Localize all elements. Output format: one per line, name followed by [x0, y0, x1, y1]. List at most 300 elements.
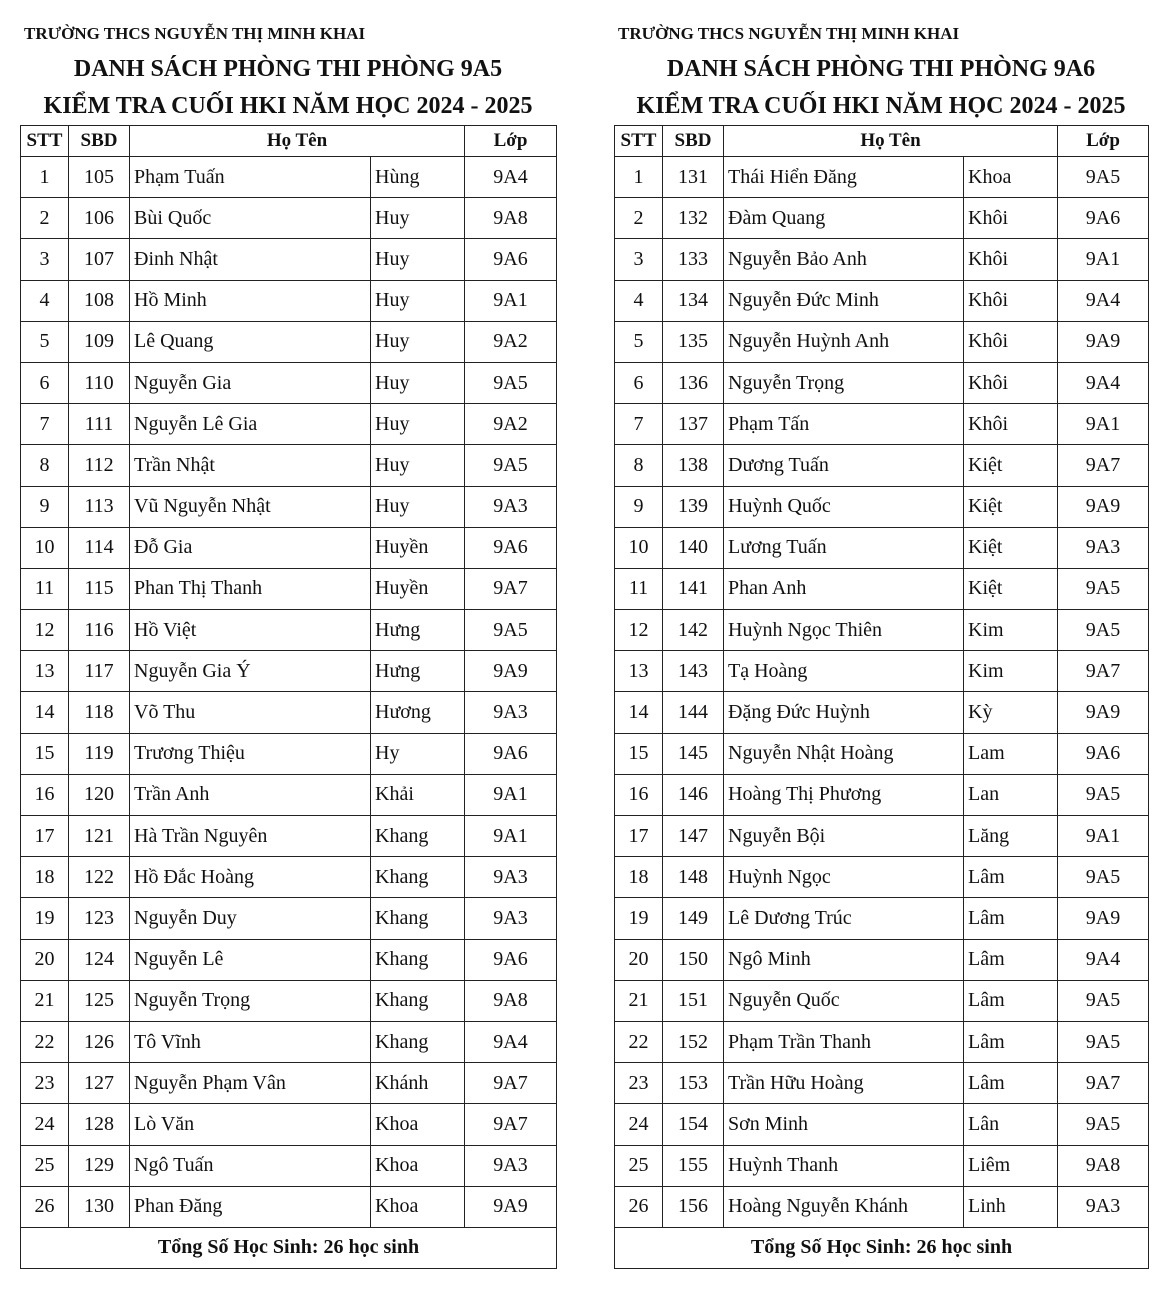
- family-name-cell: Hồ Việt: [130, 610, 371, 651]
- class-cell: 9A1: [465, 280, 557, 321]
- stt-cell: 11: [615, 568, 663, 609]
- family-name-cell: Nguyễn Lê: [130, 939, 371, 980]
- family-name-cell: Trần Hữu Hoàng: [724, 1063, 964, 1104]
- given-name-cell: Khoa: [371, 1186, 465, 1227]
- given-name-cell: Khang: [371, 898, 465, 939]
- given-name-cell: Huy: [371, 445, 465, 486]
- class-cell: 9A5: [465, 362, 557, 403]
- family-name-cell: Hoàng Nguyễn Khánh: [724, 1186, 964, 1227]
- table-header-row: [21, 126, 557, 157]
- table-row: [21, 651, 557, 692]
- sbd-cell: 124: [69, 939, 130, 980]
- given-name-cell: Kiệt: [964, 445, 1058, 486]
- given-name-cell: Huy: [371, 198, 465, 239]
- given-name-cell: Lâm: [964, 1021, 1058, 1062]
- sbd-cell: 109: [69, 321, 130, 362]
- given-name-cell: Khang: [371, 857, 465, 898]
- class-cell: 9A4: [1058, 939, 1149, 980]
- given-name-cell: Khoa: [371, 1145, 465, 1186]
- stt-cell: 17: [615, 816, 663, 857]
- sbd-cell: 152: [663, 1021, 724, 1062]
- stt-cell: 20: [615, 939, 663, 980]
- student-table: [20, 125, 557, 1269]
- table-row: [615, 1186, 1149, 1227]
- stt-cell: 22: [615, 1021, 663, 1062]
- total-row: [21, 1227, 557, 1268]
- table-row: [21, 1104, 557, 1145]
- stt-cell: 1: [615, 157, 663, 198]
- given-name-cell: Hưng: [371, 651, 465, 692]
- sbd-cell: 125: [69, 980, 130, 1021]
- stt-cell: 16: [21, 774, 69, 815]
- sbd-cell: 131: [663, 157, 724, 198]
- stt-cell: 18: [615, 857, 663, 898]
- stt-cell: 5: [615, 321, 663, 362]
- sbd-cell: 137: [663, 404, 724, 445]
- stt-cell: 21: [615, 980, 663, 1021]
- given-name-cell: Kiệt: [964, 527, 1058, 568]
- family-name-cell: Tô Vĩnh: [130, 1021, 371, 1062]
- header-sbd: SBD: [69, 126, 130, 157]
- exam-subtitle: KIỂM TRA CUỐI HKI NĂM HỌC 2024 - 2025: [43, 93, 533, 119]
- stt-cell: 20: [21, 939, 69, 980]
- given-name-cell: Khôi: [964, 362, 1058, 403]
- class-cell: 9A2: [465, 404, 557, 445]
- class-cell: 9A7: [1058, 445, 1149, 486]
- stt-cell: 26: [615, 1186, 663, 1227]
- stt-cell: 4: [615, 280, 663, 321]
- school-name: TRƯỜNG THCS NGUYỄN THỊ MINH KHAI: [24, 24, 366, 43]
- given-name-cell: Lâm: [964, 980, 1058, 1021]
- sbd-cell: 111: [69, 404, 130, 445]
- given-name-cell: Kim: [964, 651, 1058, 692]
- sbd-cell: 132: [663, 198, 724, 239]
- class-cell: 9A9: [1058, 321, 1149, 362]
- stt-cell: 6: [615, 362, 663, 403]
- sbd-cell: 146: [663, 774, 724, 815]
- sbd-cell: 134: [663, 280, 724, 321]
- given-name-cell: Hùng: [371, 157, 465, 198]
- class-cell: 9A5: [1058, 774, 1149, 815]
- table-row: [615, 404, 1149, 445]
- student-table: [614, 125, 1149, 1269]
- table-row: [21, 527, 557, 568]
- table-row: [21, 280, 557, 321]
- class-cell: 9A1: [1058, 816, 1149, 857]
- family-name-cell: Lò Văn: [130, 1104, 371, 1145]
- table-row: [21, 774, 557, 815]
- family-name-cell: Lương Tuấn: [724, 527, 964, 568]
- given-name-cell: Lăng: [964, 816, 1058, 857]
- class-cell: 9A7: [465, 1063, 557, 1104]
- stt-cell: 23: [615, 1063, 663, 1104]
- given-name-cell: Huy: [371, 486, 465, 527]
- family-name-cell: Nguyễn Lê Gia: [130, 404, 371, 445]
- family-name-cell: Nguyễn Đức Minh: [724, 280, 964, 321]
- stt-cell: 25: [21, 1145, 69, 1186]
- family-name-cell: Huỳnh Thanh: [724, 1145, 964, 1186]
- table-row: [615, 651, 1149, 692]
- stt-cell: 10: [21, 527, 69, 568]
- table-row: [615, 1104, 1149, 1145]
- sbd-cell: 156: [663, 1186, 724, 1227]
- sbd-cell: 138: [663, 445, 724, 486]
- table-row: [21, 1145, 557, 1186]
- given-name-cell: Huyền: [371, 568, 465, 609]
- stt-cell: 12: [615, 610, 663, 651]
- stt-cell: 15: [615, 733, 663, 774]
- stt-cell: 15: [21, 733, 69, 774]
- family-name-cell: Phạm Tấn: [724, 404, 964, 445]
- given-name-cell: Hương: [371, 692, 465, 733]
- stt-cell: 10: [615, 527, 663, 568]
- given-name-cell: Kim: [964, 610, 1058, 651]
- table-row: [615, 280, 1149, 321]
- family-name-cell: Nguyễn Duy: [130, 898, 371, 939]
- stt-cell: 7: [615, 404, 663, 445]
- student-rows: [21, 157, 557, 1228]
- table-row: [615, 733, 1149, 774]
- class-cell: 9A8: [1058, 1145, 1149, 1186]
- header-stt: STT: [21, 126, 69, 157]
- family-name-cell: Nguyễn Nhật Hoàng: [724, 733, 964, 774]
- sbd-cell: 148: [663, 857, 724, 898]
- class-cell: 9A6: [1058, 733, 1149, 774]
- class-cell: 9A8: [465, 980, 557, 1021]
- stt-cell: 23: [21, 1063, 69, 1104]
- family-name-cell: Tạ Hoàng: [724, 651, 964, 692]
- stt-cell: 26: [21, 1186, 69, 1227]
- table-row: [615, 610, 1149, 651]
- table-row: [21, 733, 557, 774]
- table-row: [615, 816, 1149, 857]
- stt-cell: 3: [615, 239, 663, 280]
- family-name-cell: Hồ Đắc Hoàng: [130, 857, 371, 898]
- family-name-cell: Huỳnh Ngọc: [724, 857, 964, 898]
- sbd-cell: 142: [663, 610, 724, 651]
- sbd-cell: 136: [663, 362, 724, 403]
- family-name-cell: Thái Hiển Đăng: [724, 157, 964, 198]
- family-name-cell: Lê Quang: [130, 321, 371, 362]
- sbd-cell: 110: [69, 362, 130, 403]
- family-name-cell: Vũ Nguyễn Nhật: [130, 486, 371, 527]
- stt-cell: 19: [21, 898, 69, 939]
- family-name-cell: Phạm Trần Thanh: [724, 1021, 964, 1062]
- sbd-cell: 118: [69, 692, 130, 733]
- sbd-cell: 123: [69, 898, 130, 939]
- stt-cell: 24: [21, 1104, 69, 1145]
- given-name-cell: Lâm: [964, 857, 1058, 898]
- class-cell: 9A5: [1058, 857, 1149, 898]
- table-row: [21, 445, 557, 486]
- class-cell: 9A4: [1058, 280, 1149, 321]
- class-cell: 9A6: [1058, 198, 1149, 239]
- family-name-cell: Lê Dương Trúc: [724, 898, 964, 939]
- table-row: [21, 1021, 557, 1062]
- class-cell: 9A3: [1058, 527, 1149, 568]
- class-cell: 9A7: [1058, 1063, 1149, 1104]
- sbd-cell: 130: [69, 1186, 130, 1227]
- sbd-cell: 107: [69, 239, 130, 280]
- class-cell: 9A9: [465, 1186, 557, 1227]
- table-row: [21, 486, 557, 527]
- family-name-cell: Võ Thu: [130, 692, 371, 733]
- stt-cell: 2: [21, 198, 69, 239]
- table-row: [21, 239, 557, 280]
- stt-cell: 25: [615, 1145, 663, 1186]
- class-cell: 9A4: [465, 157, 557, 198]
- class-cell: 9A5: [1058, 1021, 1149, 1062]
- stt-cell: 14: [21, 692, 69, 733]
- table-row: [615, 568, 1149, 609]
- given-name-cell: Huy: [371, 280, 465, 321]
- given-name-cell: Kiệt: [964, 568, 1058, 609]
- class-cell: 9A5: [1058, 610, 1149, 651]
- family-name-cell: Huỳnh Quốc: [724, 486, 964, 527]
- given-name-cell: Khôi: [964, 239, 1058, 280]
- table-row: [615, 445, 1149, 486]
- header-class: Lớp: [1058, 126, 1149, 157]
- given-name-cell: Khánh: [371, 1063, 465, 1104]
- given-name-cell: Khang: [371, 816, 465, 857]
- class-cell: 9A7: [465, 1104, 557, 1145]
- family-name-cell: Đinh Nhật: [130, 239, 371, 280]
- sbd-cell: 117: [69, 651, 130, 692]
- stt-cell: 7: [21, 404, 69, 445]
- given-name-cell: Lân: [964, 1104, 1058, 1145]
- table-row: [615, 1063, 1149, 1104]
- class-cell: 9A1: [1058, 404, 1149, 445]
- sbd-cell: 144: [663, 692, 724, 733]
- stt-cell: 12: [21, 610, 69, 651]
- stt-cell: 14: [615, 692, 663, 733]
- stt-cell: 16: [615, 774, 663, 815]
- given-name-cell: Lâm: [964, 1063, 1058, 1104]
- sbd-cell: 116: [69, 610, 130, 651]
- header-name: Họ Tên: [130, 126, 465, 157]
- table-row: [615, 527, 1149, 568]
- header-stt: STT: [615, 126, 663, 157]
- table-row: [615, 980, 1149, 1021]
- class-cell: 9A6: [465, 939, 557, 980]
- table-row: [615, 1145, 1149, 1186]
- family-name-cell: Nguyễn Trọng: [130, 980, 371, 1021]
- total-row: [615, 1227, 1149, 1268]
- sbd-cell: 133: [663, 239, 724, 280]
- sbd-cell: 135: [663, 321, 724, 362]
- sbd-cell: 147: [663, 816, 724, 857]
- class-cell: 9A1: [465, 816, 557, 857]
- given-name-cell: Khang: [371, 1021, 465, 1062]
- class-cell: 9A5: [465, 445, 557, 486]
- given-name-cell: Khang: [371, 980, 465, 1021]
- sbd-cell: 145: [663, 733, 724, 774]
- class-cell: 9A5: [1058, 1104, 1149, 1145]
- table-header-row: [615, 126, 1149, 157]
- family-name-cell: Nguyễn Quốc: [724, 980, 964, 1021]
- sbd-cell: 113: [69, 486, 130, 527]
- stt-cell: 9: [615, 486, 663, 527]
- sbd-cell: 120: [69, 774, 130, 815]
- sbd-cell: 122: [69, 857, 130, 898]
- stt-cell: 18: [21, 857, 69, 898]
- table-row: [21, 898, 557, 939]
- family-name-cell: Hồ Minh: [130, 280, 371, 321]
- header-sbd: SBD: [663, 126, 724, 157]
- stt-cell: 21: [21, 980, 69, 1021]
- sbd-cell: 106: [69, 198, 130, 239]
- family-name-cell: Phạm Tuấn: [130, 157, 371, 198]
- given-name-cell: Huyền: [371, 527, 465, 568]
- given-name-cell: Lâm: [964, 898, 1058, 939]
- given-name-cell: Khang: [371, 939, 465, 980]
- stt-cell: 3: [21, 239, 69, 280]
- given-name-cell: Kiệt: [964, 486, 1058, 527]
- given-name-cell: Khoa: [964, 157, 1058, 198]
- sbd-cell: 155: [663, 1145, 724, 1186]
- class-cell: 9A3: [465, 486, 557, 527]
- sbd-cell: 129: [69, 1145, 130, 1186]
- given-name-cell: Huy: [371, 321, 465, 362]
- sbd-cell: 128: [69, 1104, 130, 1145]
- table-row: [21, 857, 557, 898]
- table-row: [615, 1021, 1149, 1062]
- class-cell: 9A3: [465, 692, 557, 733]
- family-name-cell: Trần Nhật: [130, 445, 371, 486]
- table-row: [615, 198, 1149, 239]
- header-class: Lớp: [465, 126, 557, 157]
- class-cell: 9A5: [465, 610, 557, 651]
- class-cell: 9A5: [1058, 568, 1149, 609]
- class-cell: 9A4: [1058, 362, 1149, 403]
- sbd-cell: 154: [663, 1104, 724, 1145]
- table-row: [615, 362, 1149, 403]
- stt-cell: 9: [21, 486, 69, 527]
- given-name-cell: Huy: [371, 404, 465, 445]
- family-name-cell: Đàm Quang: [724, 198, 964, 239]
- family-name-cell: Phan Đăng: [130, 1186, 371, 1227]
- family-name-cell: Phan Thị Thanh: [130, 568, 371, 609]
- class-cell: 9A3: [1058, 1186, 1149, 1227]
- table-row: [21, 568, 557, 609]
- given-name-cell: Khôi: [964, 321, 1058, 362]
- family-name-cell: Phan Anh: [724, 568, 964, 609]
- list-title: DANH SÁCH PHÒNG THI PHÒNG 9A6: [666, 56, 1096, 82]
- class-cell: 9A6: [465, 733, 557, 774]
- family-name-cell: Nguyễn Huỳnh Anh: [724, 321, 964, 362]
- sbd-cell: 115: [69, 568, 130, 609]
- class-cell: 9A3: [465, 857, 557, 898]
- stt-cell: 8: [615, 445, 663, 486]
- stt-cell: 11: [21, 568, 69, 609]
- table-row: [21, 157, 557, 198]
- stt-cell: 19: [615, 898, 663, 939]
- sbd-cell: 143: [663, 651, 724, 692]
- sbd-cell: 153: [663, 1063, 724, 1104]
- sbd-cell: 140: [663, 527, 724, 568]
- given-name-cell: Huy: [371, 362, 465, 403]
- sbd-cell: 108: [69, 280, 130, 321]
- table-row: [615, 939, 1149, 980]
- class-cell: 9A1: [465, 774, 557, 815]
- given-name-cell: Khôi: [964, 404, 1058, 445]
- class-cell: 9A4: [465, 1021, 557, 1062]
- given-name-cell: Hưng: [371, 610, 465, 651]
- class-cell: 9A3: [465, 898, 557, 939]
- stt-cell: 17: [21, 816, 69, 857]
- given-name-cell: Khoa: [371, 1104, 465, 1145]
- table-row: [21, 404, 557, 445]
- stt-cell: 5: [21, 321, 69, 362]
- class-cell: 9A9: [1058, 692, 1149, 733]
- class-cell: 9A6: [465, 239, 557, 280]
- given-name-cell: Lam: [964, 733, 1058, 774]
- sbd-cell: 149: [663, 898, 724, 939]
- table-row: [21, 362, 557, 403]
- table-row: [615, 898, 1149, 939]
- total-students: Tổng Số Học Sinh: 26 học sinh: [615, 1227, 1149, 1268]
- class-cell: 9A7: [1058, 651, 1149, 692]
- given-name-cell: Lâm: [964, 939, 1058, 980]
- stt-cell: 13: [615, 651, 663, 692]
- given-name-cell: Huy: [371, 239, 465, 280]
- table-row: [615, 486, 1149, 527]
- family-name-cell: Hà Trần Nguyên: [130, 816, 371, 857]
- class-cell: 9A5: [1058, 980, 1149, 1021]
- class-cell: 9A9: [1058, 898, 1149, 939]
- family-name-cell: Nguyễn Gia Ý: [130, 651, 371, 692]
- exam-subtitle: KIỂM TRA CUỐI HKI NĂM HỌC 2024 - 2025: [636, 93, 1126, 119]
- sbd-cell: 114: [69, 527, 130, 568]
- stt-cell: 6: [21, 362, 69, 403]
- table-row: [21, 939, 557, 980]
- given-name-cell: Khôi: [964, 280, 1058, 321]
- given-name-cell: Hy: [371, 733, 465, 774]
- given-name-cell: Lan: [964, 774, 1058, 815]
- given-name-cell: Kỳ: [964, 692, 1058, 733]
- class-cell: 9A7: [465, 568, 557, 609]
- list-title: DANH SÁCH PHÒNG THI PHÒNG 9A5: [73, 56, 503, 82]
- family-name-cell: Nguyễn Phạm Vân: [130, 1063, 371, 1104]
- stt-cell: 22: [21, 1021, 69, 1062]
- sbd-cell: 121: [69, 816, 130, 857]
- table-row: [21, 1063, 557, 1104]
- school-name: TRƯỜNG THCS NGUYỄN THỊ MINH KHAI: [618, 24, 960, 43]
- family-name-cell: Trần Anh: [130, 774, 371, 815]
- table-row: [21, 816, 557, 857]
- family-name-cell: Huỳnh Ngọc Thiên: [724, 610, 964, 651]
- family-name-cell: Ngô Tuấn: [130, 1145, 371, 1186]
- sbd-cell: 139: [663, 486, 724, 527]
- stt-cell: 2: [615, 198, 663, 239]
- table-row: [21, 980, 557, 1021]
- stt-cell: 4: [21, 280, 69, 321]
- table-row: [21, 1186, 557, 1227]
- given-name-cell: Khôi: [964, 198, 1058, 239]
- class-cell: 9A9: [1058, 486, 1149, 527]
- class-cell: 9A2: [465, 321, 557, 362]
- sbd-cell: 151: [663, 980, 724, 1021]
- table-row: [21, 692, 557, 733]
- stt-cell: 24: [615, 1104, 663, 1145]
- total-students: Tổng Số Học Sinh: 26 học sinh: [21, 1227, 557, 1268]
- table-row: [615, 692, 1149, 733]
- stt-cell: 8: [21, 445, 69, 486]
- sbd-cell: 127: [69, 1063, 130, 1104]
- sbd-cell: 150: [663, 939, 724, 980]
- header-name: Họ Tên: [724, 126, 1058, 157]
- table-row: [21, 198, 557, 239]
